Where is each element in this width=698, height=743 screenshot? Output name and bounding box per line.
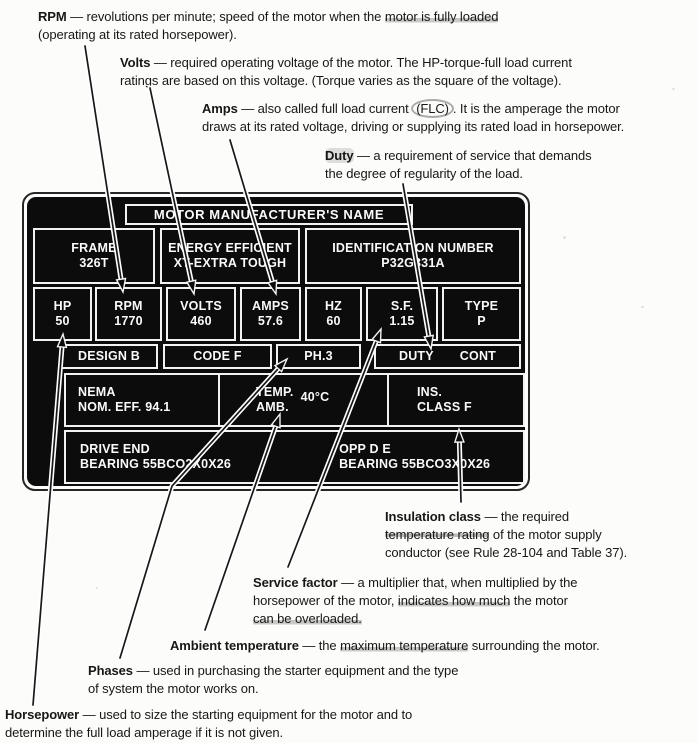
nema-line2: NOM. EFF. 94.1	[78, 400, 171, 414]
sf-label: S.F.	[390, 299, 414, 313]
term-volts: Volts	[120, 55, 151, 70]
cell-hp	[33, 287, 92, 341]
annotation-duty-line1	[325, 147, 592, 165]
horsepower-text: — used to size the starting equipment for the motor and to	[82, 707, 413, 722]
cell-volts	[166, 287, 236, 341]
annotation-phases	[88, 662, 458, 698]
amps-label: AMPS	[252, 299, 289, 313]
cell-service-factor	[366, 287, 438, 341]
ambient-text-cont: surrounding the motor.	[468, 638, 600, 653]
duty-label: DUTY	[398, 349, 434, 363]
annotation-insulation-line3: conductor (see Rule 28-104 and Table 37).	[385, 545, 628, 560]
annotation-ambient	[170, 637, 600, 655]
annotation-horsepower-line1	[5, 706, 412, 724]
sf-value: 1.15	[389, 314, 415, 328]
annotation-amps	[202, 100, 624, 136]
cell-code: CODE F	[163, 344, 272, 369]
drive-end-bearing	[66, 442, 231, 472]
rpm-value: 1770	[114, 314, 143, 328]
ambient-text: — the	[302, 638, 341, 653]
annotation-volts	[120, 54, 572, 90]
amps-text-cont: . It is the amperage the motor	[452, 101, 620, 116]
scan-speck	[672, 88, 675, 90]
cell-identification-number	[305, 228, 521, 284]
annotation-horsepower	[5, 706, 412, 742]
rpm-label: RPM	[114, 299, 143, 313]
hp-value: 50	[55, 314, 70, 328]
cell-hz	[305, 287, 362, 341]
annotation-service-line3	[253, 610, 577, 628]
volts-label: VOLTS	[180, 299, 222, 313]
annotation-service-line1	[253, 574, 577, 592]
annotation-amps-line2: draws at its rated voltage, driving or supplying its rated load in horsepower.	[202, 119, 625, 134]
service-text3: the motor	[510, 593, 568, 608]
annotation-volts-line1	[120, 54, 572, 72]
annotation-insulation-line2	[385, 526, 627, 544]
service-text2: horsepower of the motor,	[253, 593, 398, 608]
rpm-text: — revolutions per minute; speed of the motor when the	[70, 9, 385, 24]
nameplate-plate	[27, 197, 525, 486]
ambient-highlighted-text: maximum temperature	[340, 638, 469, 653]
cell-duty	[374, 344, 521, 369]
cell-efficiency	[160, 228, 300, 284]
cell-phase: PH.3	[276, 344, 361, 369]
scan-speck	[563, 236, 566, 239]
annotation-horsepower-line2: determine the full load amperage if it is not given.	[5, 725, 284, 740]
annotation-rpm-line2: (operating at its rated horsepower).	[38, 27, 237, 42]
opp-drive-end-bearing	[231, 442, 490, 472]
duty-text: — a requirement of service that demands	[357, 148, 592, 163]
efficiency-line2: XT-EXTRA TOUGH	[173, 256, 287, 270]
cell-amps	[240, 287, 301, 341]
term-amps: Amps	[202, 101, 238, 116]
service-highlighted-text2: can be overloaded.	[253, 611, 362, 626]
term-phases: Phases	[88, 663, 133, 678]
amps-text: — also called full load current	[241, 101, 413, 116]
nameplate	[22, 192, 530, 491]
term-service-factor: Service factor	[253, 575, 338, 590]
annotation-volts-line2: ratings are based on this voltage. (Torque varies as the square of the voltage).	[120, 73, 562, 88]
amps-value: 57.6	[257, 314, 284, 328]
term-horsepower: Horsepower	[5, 707, 80, 722]
ins-line1: INS.	[417, 385, 443, 399]
service-text: — a multiplier that, when multiplied by the	[341, 575, 578, 590]
annotation-phases-line1	[88, 662, 458, 680]
phases-text: — used in purchasing the starter equipment and the type	[136, 663, 459, 678]
annotation-service-line2	[253, 592, 577, 610]
cell-type	[442, 287, 521, 341]
insulation-text: — the required	[484, 509, 570, 524]
annotation-amps-line1	[202, 100, 624, 118]
term-rpm: RPM	[38, 9, 67, 24]
frame-value: 326T	[79, 256, 109, 270]
cell-ambient-temperature	[218, 373, 389, 427]
type-value: P	[477, 314, 486, 328]
identification-value: P32G331A	[381, 256, 445, 270]
amps-circled-flc: (FLC)	[411, 99, 454, 118]
annotation-ambient-line1	[170, 637, 600, 655]
annotation-rpm-line1	[38, 8, 498, 26]
annotation-duty-line2: the degree of regularity of the load.	[325, 166, 523, 181]
rpm-highlighted-text: motor is fully loaded	[384, 9, 499, 24]
drive-end-line2: BEARING 55BCO2X0X26	[80, 457, 232, 471]
annotation-service-factor	[253, 574, 577, 628]
volts-text: — required operating voltage of the motor. The HP-torque-full load current	[153, 55, 572, 70]
efficiency-line1: ENERGY EFFICIENT	[168, 241, 292, 255]
cell-frame	[33, 228, 155, 284]
term-insulation-class: Insulation class	[385, 509, 481, 524]
opp-end-line2: BEARING 55BCO3X0X26	[339, 457, 491, 471]
cell-insulation-class	[387, 373, 525, 427]
service-highlighted-text: indicates how much	[397, 593, 511, 608]
temp-value: 40°C	[300, 389, 330, 404]
annotation-duty	[325, 147, 592, 183]
cell-nema-efficiency	[64, 373, 220, 427]
term-duty: Duty	[325, 148, 354, 163]
ins-line2: CLASS F	[417, 400, 472, 414]
hz-label: HZ	[324, 299, 343, 313]
scan-speck	[96, 587, 98, 589]
volts-value: 460	[190, 314, 212, 328]
insulation-struck-text: temperature rating	[385, 527, 490, 542]
insulation-text-cont: of the motor supply	[489, 527, 602, 542]
frame-label: FRAME	[71, 241, 117, 255]
temp-line2: AMB.	[256, 400, 289, 414]
cell-rpm	[95, 287, 162, 341]
scan-speck	[641, 306, 644, 308]
nameplate-title: MOTOR MANUFACTURER'S NAME	[125, 204, 413, 225]
annotation-phases-line2: of system the motor works on.	[88, 681, 259, 696]
duty-value: CONT	[459, 349, 497, 363]
type-label: TYPE	[464, 299, 499, 313]
hp-label: HP	[53, 299, 72, 313]
drive-end-line1: DRIVE END	[80, 442, 150, 456]
cell-design: DESIGN B	[60, 344, 158, 369]
temp-line1: TEMP.	[256, 385, 294, 399]
cell-bearings	[64, 430, 525, 484]
annotation-rpm	[38, 8, 498, 44]
annotation-insulation	[385, 508, 627, 562]
identification-label: IDENTIFICATION NUMBER	[332, 241, 494, 255]
hz-value: 60	[326, 314, 341, 328]
nema-line1: NEMA	[78, 385, 116, 399]
term-ambient-temperature: Ambient temperature	[170, 638, 299, 653]
annotation-insulation-line1	[385, 508, 627, 526]
opp-end-line1: OPP D E	[339, 442, 391, 456]
